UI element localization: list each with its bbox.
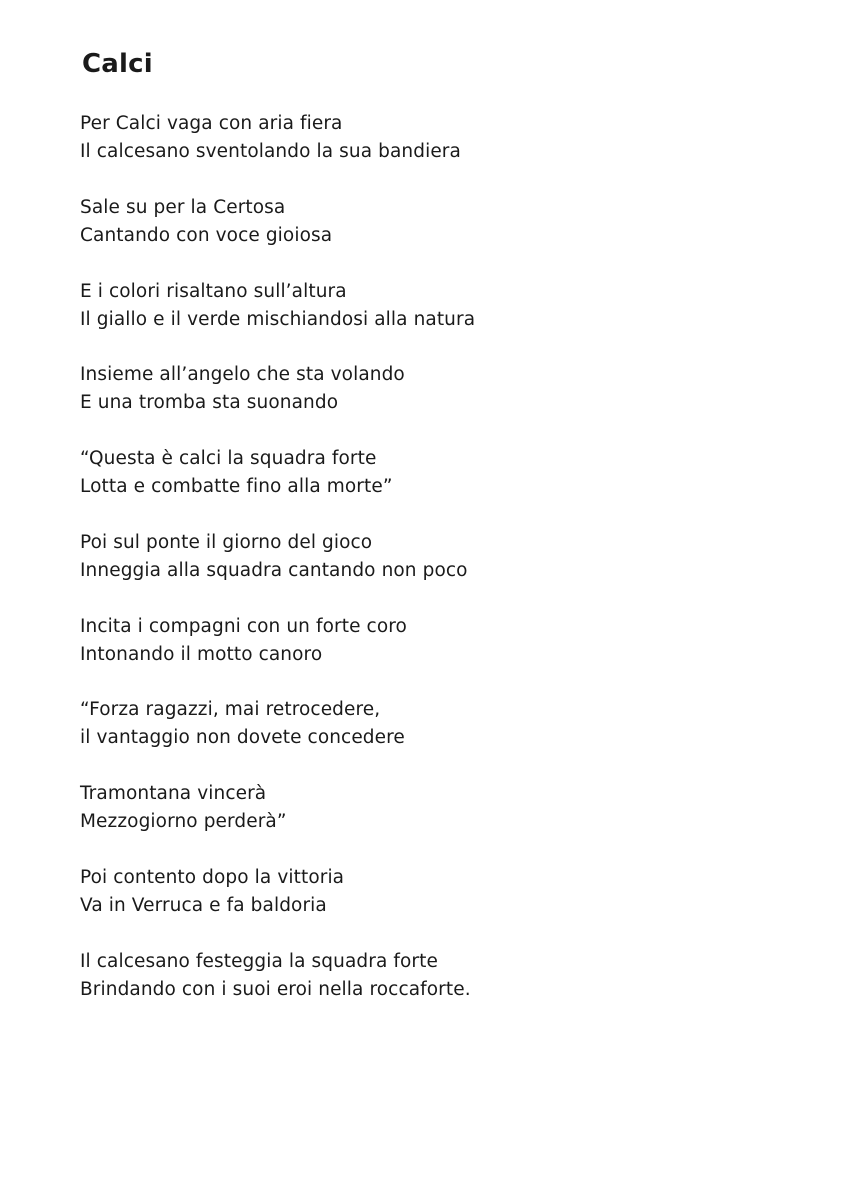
poem-line: Incita i compagni con un forte coro: [80, 615, 407, 637]
stanza: [80, 110, 780, 166]
stanza: [80, 445, 780, 501]
poem-line: Poi sul ponte il giorno del gioco: [80, 531, 373, 553]
poem-line: “Forza ragazzi, mai retrocedere,: [80, 699, 381, 721]
stanza: [80, 194, 780, 250]
stanza: [80, 948, 780, 1004]
poem-line: il vantaggio non dovete concedere: [80, 727, 405, 749]
poem-line: Per Calci vaga con aria fiera: [80, 113, 343, 134]
stanza: [80, 696, 780, 752]
poem-line: Va in Verruca e fa baldoria: [80, 894, 327, 916]
stanza: [80, 780, 780, 836]
stanza: [80, 529, 780, 585]
poem-line: Tramontana vincerà: [80, 783, 267, 804]
stanza: [80, 361, 780, 417]
poem-line: Poi contento dopo la vittoria: [80, 866, 345, 888]
poem-line: Il calcesano sventolando la sua bandiera: [80, 141, 461, 162]
poem-line: Il giallo e il verde mischiandosi alla natura: [80, 308, 476, 330]
stanza: [80, 278, 780, 334]
poem-line: Il calcesano festeggia la squadra forte: [80, 950, 438, 972]
poem-line: “Questa è calci la squadra forte: [80, 448, 377, 469]
poem-line: Inneggia alla squadra cantando non poco: [80, 559, 468, 581]
poem-line: Sale su per la Certosa: [80, 196, 286, 218]
poem-line: E una tromba sta suonando: [80, 392, 339, 414]
poem-line: Lotta e combatte fino alla morte”: [80, 476, 393, 497]
poem-line: Cantando con voce gioiosa: [80, 224, 333, 246]
poem-body: [80, 110, 780, 1031]
stanza: [80, 613, 780, 669]
poem-line: E i colori risaltano sull’altura: [80, 280, 347, 302]
poem-title: Calci: [82, 49, 153, 79]
stanza: [80, 864, 780, 920]
poem-line: Brindando con i suoi eroi nella roccaforte.: [80, 978, 471, 1000]
poem-line: Mezzogiorno perderà”: [80, 811, 287, 832]
poem-line: Intonando il motto canoro: [80, 643, 323, 665]
poem-line: Insieme all’angelo che sta volando: [80, 364, 405, 386]
